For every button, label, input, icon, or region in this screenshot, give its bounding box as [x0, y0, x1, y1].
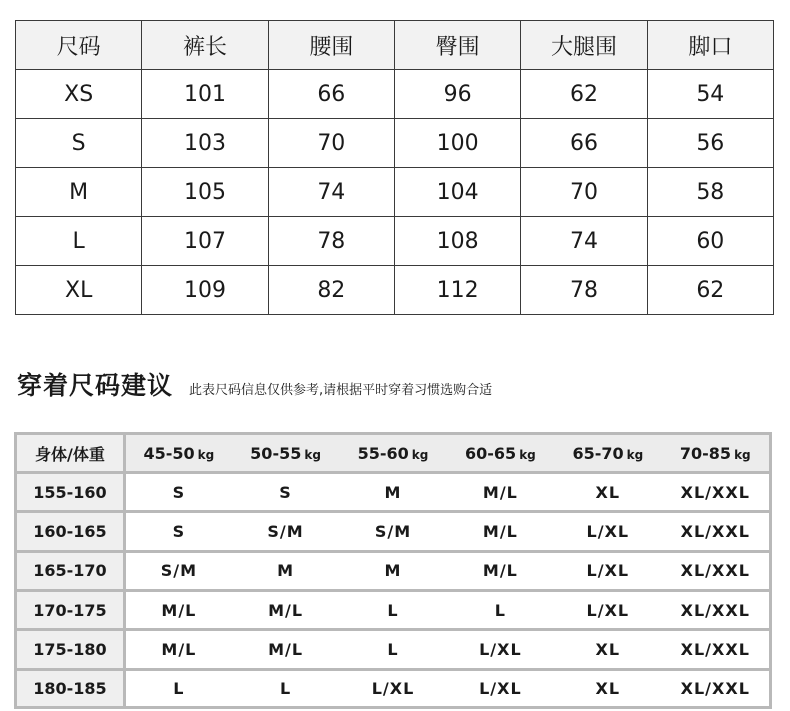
section-subtitle: 此表尺码信息仅供参考,请根据平时穿着习惯选购合适 — [189, 383, 493, 398]
size-cell: S — [16, 119, 142, 168]
waist-cell: 66 — [268, 70, 394, 119]
hip-cell: 112 — [394, 266, 520, 315]
recommended-size-cell: XL/XXL — [680, 678, 750, 698]
size-recommendation-table — [17, 435, 769, 706]
weight-range-header — [662, 435, 769, 473]
waist-cell: 74 — [268, 168, 394, 217]
recommended-size-cell: L — [339, 630, 446, 669]
recommended-size-cell: M — [232, 551, 339, 590]
leg-opening-cell: 54 — [647, 70, 773, 119]
leg-opening-cell: 60 — [647, 217, 773, 266]
recommended-size-cell: L/XL — [371, 678, 415, 698]
size-cell: XL — [16, 266, 142, 315]
header-hip: 臀围 — [394, 21, 520, 70]
recommended-size-cell: M/L — [232, 591, 339, 630]
size-measurement-table — [15, 20, 774, 315]
recommended-size-cell: M — [339, 473, 446, 512]
header-size: 尺码 — [16, 21, 142, 70]
size-cell: M — [16, 168, 142, 217]
weight-range: 65-70 — [572, 443, 624, 463]
weight-range-header — [554, 435, 661, 473]
table-row — [17, 512, 769, 551]
table-row — [16, 119, 774, 168]
recommended-size-cell: L — [279, 678, 292, 698]
section-title: 穿着尺码建议 — [17, 371, 174, 400]
weight-unit: kg — [411, 447, 429, 462]
weight-range-header — [339, 435, 446, 473]
height-range-cell: 170-175 — [17, 591, 124, 630]
recommended-size-cell: XL/XXL — [662, 591, 769, 630]
weight-range: 45-50 — [143, 443, 195, 463]
recommended-size-cell: S — [124, 512, 231, 551]
recommended-size-cell: S/M — [232, 512, 339, 551]
hip-cell: 96 — [394, 70, 520, 119]
recommended-size-cell: XL/XXL — [662, 473, 769, 512]
recommended-size-cell: L/XL — [447, 630, 554, 669]
weight-unit: kg — [626, 447, 644, 462]
weight-header-row — [17, 435, 769, 473]
recommended-size-cell: XL/XXL — [662, 630, 769, 669]
hip-cell: 100 — [394, 119, 520, 168]
waist-cell: 78 — [268, 217, 394, 266]
weight-range: 70-85 — [679, 443, 732, 463]
thigh-cell: 66 — [521, 119, 647, 168]
recommended-size-cell: M/L — [232, 630, 339, 669]
header-waist: 腰围 — [268, 21, 394, 70]
recommended-size-cell: XL — [595, 678, 621, 698]
recommended-size-cell: M/L — [447, 512, 554, 551]
length-cell: 105 — [142, 168, 268, 217]
size-table-header-row — [16, 21, 774, 70]
header-thigh: 大腿围 — [521, 21, 647, 70]
height-range-cell: 175-180 — [17, 630, 124, 669]
hip-cell: 108 — [394, 217, 520, 266]
recommendation-table-frame — [14, 432, 772, 709]
recommended-size-cell: L/XL — [554, 551, 661, 590]
height-range-cell: 165-170 — [17, 551, 124, 590]
recommended-size-cell: M/L — [124, 591, 231, 630]
recommended-size-cell: S — [124, 473, 231, 512]
recommended-size-cell: L/XL — [479, 678, 522, 698]
table-row — [17, 591, 769, 630]
length-cell: 107 — [142, 217, 268, 266]
leg-opening-cell: 62 — [647, 266, 773, 315]
height-range-cell: 155-160 — [17, 473, 124, 512]
size-cell: XS — [16, 70, 142, 119]
recommended-size-cell: M — [339, 551, 446, 590]
size-cell: L — [16, 217, 142, 266]
recommendation-heading — [17, 366, 492, 402]
thigh-cell: 62 — [521, 70, 647, 119]
weight-range-header — [124, 435, 231, 473]
weight-unit: kg — [304, 447, 321, 462]
recommended-size-cell: XL/XXL — [662, 512, 769, 551]
recommended-size-cell: M/L — [124, 630, 231, 669]
table-row — [17, 473, 769, 512]
height-weight-corner-label: 身体/体重 — [17, 435, 124, 473]
height-range-cell: 180-185 — [17, 669, 124, 706]
header-leg-opening: 脚口 — [647, 21, 773, 70]
recommended-size-cell: M/L — [447, 473, 554, 512]
length-cell: 101 — [142, 70, 268, 119]
recommended-size-cell: L/XL — [554, 512, 661, 551]
table-row — [17, 551, 769, 590]
recommended-size-cell: L — [447, 591, 554, 630]
weight-range-header — [447, 435, 554, 473]
weight-unit: kg — [734, 447, 751, 462]
recommended-size-cell: XL/XXL — [662, 551, 769, 590]
thigh-cell: 70 — [521, 168, 647, 217]
weight-range: 55-60 — [357, 443, 409, 463]
table-row — [16, 217, 774, 266]
table-row — [16, 168, 774, 217]
length-cell: 103 — [142, 119, 268, 168]
thigh-cell: 78 — [521, 266, 647, 315]
recommended-size-cell: S/M — [339, 512, 446, 551]
recommended-size-cell: L — [339, 591, 446, 630]
recommended-size-cell: S — [232, 473, 339, 512]
weight-range-header — [232, 435, 339, 473]
recommended-size-cell: XL — [554, 473, 661, 512]
hip-cell: 104 — [394, 168, 520, 217]
thigh-cell: 74 — [521, 217, 647, 266]
table-row — [17, 630, 769, 669]
waist-cell: 82 — [268, 266, 394, 315]
weight-range: 60-65 — [465, 443, 517, 463]
recommended-size-cell: XL — [554, 630, 661, 669]
weight-range: 50-55 — [250, 443, 302, 463]
weight-unit: kg — [197, 447, 215, 462]
length-cell: 109 — [142, 266, 268, 315]
table-row — [16, 70, 774, 119]
recommended-size-cell: S/M — [124, 551, 231, 590]
table-row — [17, 669, 769, 706]
table-row — [16, 266, 774, 315]
weight-unit: kg — [519, 447, 536, 462]
leg-opening-cell: 56 — [647, 119, 773, 168]
recommended-size-cell: M/L — [447, 551, 554, 590]
waist-cell: 70 — [268, 119, 394, 168]
recommended-size-cell: L — [173, 678, 185, 698]
header-length: 裤长 — [142, 21, 268, 70]
recommended-size-cell: L/XL — [554, 591, 661, 630]
height-range-cell: 160-165 — [17, 512, 124, 551]
leg-opening-cell: 58 — [647, 168, 773, 217]
